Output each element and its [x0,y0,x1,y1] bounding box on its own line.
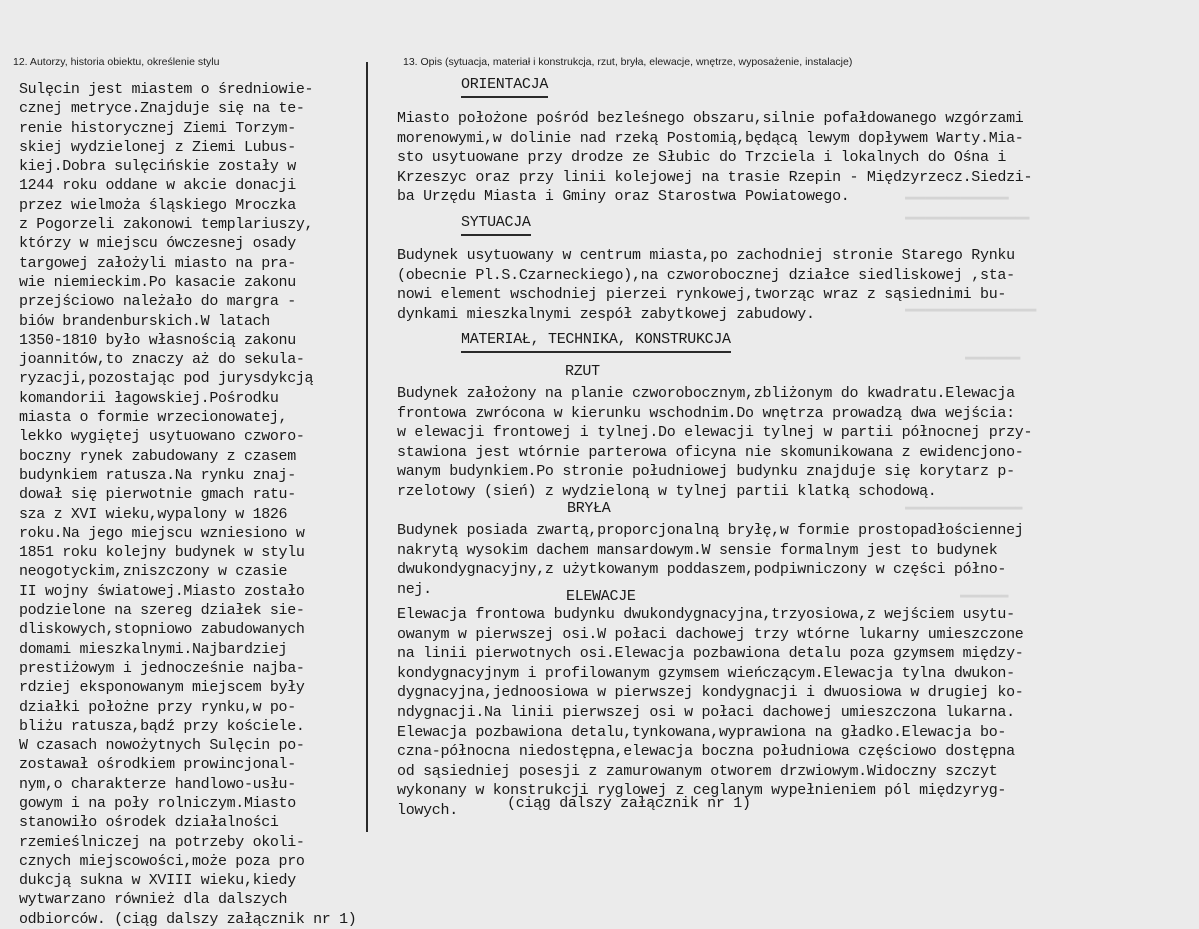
text-line: targowej założyli miasto na pra- [19,254,296,272]
text-line: prestiżowym i jednocześnie najba- [19,659,305,677]
text-line: lowych. [397,801,458,819]
text-line: dygnacyjna,jednoosiowa w pierwszej kondygnacji i dwuosiowa w drugiej ko- [397,684,1024,702]
text-line: ndygnacji.Na linii pierwszej osi w połaci dachowej umieszczona lukarna. [397,703,1015,721]
bleed-through-mark: ▬▬▬▬▬▬▬▬ [965,350,1021,364]
text-line: renie historycznej Ziemi Torzym- [19,119,296,137]
heading-sytuacja [461,214,531,236]
bleed-through-mark: ▬▬▬▬▬▬▬▬▬▬▬▬▬▬▬ [905,190,1009,204]
text-line: dował się pierwotnie gmach ratu- [19,486,296,504]
text-line: podzielone na szereg działek sie- [19,602,305,620]
text-line: Miasto położone pośród bezleśnego obszaru,silnie pofałdowanego wzgórzami [397,110,1024,127]
heading-text: ORIENTACJA [461,76,549,93]
bleed-through-mark: ▬▬▬▬▬▬▬▬▬▬▬▬▬▬▬▬▬▬ [905,210,1030,224]
text-line: wanym budynkiem.Po stronie południowej budynku znajduje się korytarz p- [397,463,1015,481]
text-line: wykonany w konstrukcji ryglowej z ceglanym wypełnieniem pól międzyryg- [397,782,1007,800]
heading-underline [461,351,731,353]
text-line: joannitów,to znaczy aż do sekula- [19,351,305,369]
text-line: Krzeszyc oraz przy linii kolejowej na trasie Rzepin - Międzyrzecz.Siedzi- [397,168,1033,186]
heading-underline [461,96,548,98]
text-line: miasta o formie wrzecionowatej, [19,409,288,427]
text-line: przejściowo należało do margra - [19,293,296,311]
text-line: odbiorców. (ciąg dalszy załącznik nr 1) [19,910,357,928]
text-line: dynkami mieszkalnymi zespół zabytkowej zabudowy. [397,305,815,323]
text-line: od sąsiedniej posesji z zamurowanym otworem drzwiowym.Widoczny szczyt [397,762,998,780]
text-line: komandorii łagowskiej.Pośrodku [19,389,279,407]
text-line: w elewacji frontowej i tylnej.Do elewacji tylnej w partii północnej przy- [397,424,1033,442]
text-line: skiej wydzielonej z Ziemi Lubus- [19,138,296,156]
header-authors-history: 12. Autorzy, historia obiektu, określenie stylu [13,56,220,68]
text-line: 1350-1810 było własnością zakonu [19,331,296,349]
text-line: Budynek usytuowany w centrum miasta,po zachodniej stronie Starego Rynku [397,247,1015,264]
bleed-through-mark: ▬▬▬▬▬▬▬▬▬▬▬▬▬▬▬▬▬▬▬ [905,302,1037,316]
text-line: wie niemieckim.Po kasacie zakonu [19,273,296,291]
text-line: 1851 roku kolejny budynek w stylu [19,544,305,562]
heading-text: MATERIAŁ, TECHNIKA, KONSTRUKCJA [461,331,731,348]
paragraph-bryla [397,521,1137,599]
bleed-through-mark: ▬▬▬▬▬▬▬ [960,588,1009,602]
text-line: ba Urzędu Miasta i Gminy oraz Starostwa Powiatowego. [397,188,850,206]
text-line: wytwarzano również dla dalszych [19,891,288,909]
text-line: lekko wygiętej usytuowano czworo- [19,428,305,446]
text-line: z Pogorzeli zakonowi templariuszy, [19,216,314,234]
text-line: Elewacja frontowa budynku dwukondygnacyjna,trzyosiowa,z wejściem usytu- [397,606,1015,623]
text-line: którzy w miejscu ówczesnej osady [19,235,296,253]
heading-text: SYTUACJA [461,214,531,231]
text-line: morenowymi,w dolinie nad rzeką Postomią,będącą lewym dopływem Warty.Mia- [397,129,1024,147]
text-line: działki położne przy rynku,w po- [19,698,296,716]
text-line: nej. [397,580,432,598]
text-line: ryzacji,pozostając pod jurysdykcją [19,370,314,388]
subheading-rzut: RZUT [565,363,600,380]
text-line: neogotyckim,zniszczony w czasie [19,563,288,581]
text-line: Budynek posiada zwartą,proporcjonalną bryłę,w formie prostopadłościennej [397,522,1024,539]
paragraph-sytuacja [397,246,1137,324]
heading-orientacja [461,76,548,98]
text-line: 1244 roku oddane w akcie donacji [19,177,296,195]
text-line: stawiona jest wtórnie parterowa oficyna nie skomunikowana z ewidencjono- [397,443,1024,461]
column-divider [366,62,368,832]
text-line: domami mieszkalnymi.Najbardziej [19,640,288,658]
text-line: stanowiło ośrodek działalności [19,814,279,832]
text-line: cznych miejscowości,może poza pro [19,852,305,870]
text-line: biów brandenburskich.W latach [19,312,270,330]
text-line: owanym w pierwszej osi.W połaci dachowej trzy wtórne lukarny umieszczone [397,625,1024,643]
text-line: zostawał ośrodkiem prowincjonal- [19,756,296,774]
text-line: cznej metryce.Znajduje się na te- [19,100,305,118]
heading-material [461,331,731,353]
text-line: rzemieślniczej na potrzeby okoli- [19,833,305,851]
text-line: przez wielmoża śląskiego Mroczka [19,196,296,214]
text-line: dliskowych,stopniowo zabudowanych [19,621,305,639]
text-line: nowi element wschodniej pierzei rynkowej,tworząc wraz z sąsiednimi bu- [397,286,1007,304]
heading-underline [461,234,531,236]
subheading-elewacje: ELEWACJE [566,588,636,605]
text-line: rdziej eksponowanym miejscem były [19,679,305,697]
text-line: na linii pierwotnych osi.Elewacja pozbawiona detalu poza gzymsem między- [397,645,1024,663]
text-line: nakrytą wysokim dachem mansardowym.W sensie formalnym jest to budynek [397,541,998,559]
paragraph-orientacja [397,109,1137,207]
text-line: budynkiem ratusza.Na rynku znaj- [19,466,296,484]
text-line: II wojny światowej.Miasto zostało [19,582,305,600]
text-line: dwukondygnacyjny,z użytkowanym poddaszem,podpiwniczony w części półno- [397,561,1007,579]
bleed-through-mark: ▬▬▬▬▬▬▬▬▬▬▬▬▬▬▬▬▬ [905,500,1023,514]
text-line: rzelotowy (sień) z wydzieloną w tylnej partii klatką schodową. [397,482,937,500]
text-line: nym,o charakterze handlowo-usłu- [19,775,296,793]
text-line: frontowa zwrócona w kierunku wschodnim.Do wnętrza prowadzą dwa wejścia: [397,404,1015,422]
text-line: czna-północna niedostępna,elewacja boczna południowa częściowo dostępna [397,743,1015,761]
text-line: dukcją sukna w XVIII wieku,kiedy [19,872,296,890]
text-line: bliżu ratusza,bądź przy kościele. [19,717,305,735]
text-line: sza z XVI wieku,wypalony w 1826 [19,505,288,523]
text-line: roku.Na jego miejscu wzniesiono w [19,524,305,542]
paragraph-rzut [397,384,1137,502]
paragraph-elewacje [397,605,1137,821]
text-line: sto usytuowane przy drodze ze Słubic do Trzciela i lokalnych do Ośna i [397,149,1007,167]
history-text [19,80,364,929]
text-line: kiej.Dobra sulęcińskie zostały w [19,158,296,176]
text-line: Elewacja pozbawiona detalu,tynkowana,wyprawiona na gładko.Elewacja bo- [397,723,1007,741]
continuation-note: (ciąg dalszy załącznik nr 1) [507,795,751,812]
header-description: 13. Opis (sytuacja, materiał i konstrukcja, rzut, bryła, elewacje, wnętrze, wyposażenie, instalacje) [403,56,853,68]
text-line: Sulęcin jest miastem o średniowie- [19,81,314,98]
text-line: (obecnie Pl.S.Czarneckiego),na czworobocznej działce siedliskowej ,sta- [397,266,1015,284]
text-line: W czasach nowożytnych Sulęcin po- [19,737,305,755]
text-line: gowym i na poły rolniczym.Miasto [19,794,296,812]
subheading-bryla: BRYŁA [567,500,611,517]
text-line: boczny rynek zabudowany z czasem [19,447,296,465]
text-line: kondygnacyjnym i profilowanym gzymsem wieńczącym.Elewacja tylna dwukon- [397,664,1015,682]
text-line: Budynek założony na planie czworobocznym,zbliżonym do kwadratu.Elewacja [397,385,1015,402]
